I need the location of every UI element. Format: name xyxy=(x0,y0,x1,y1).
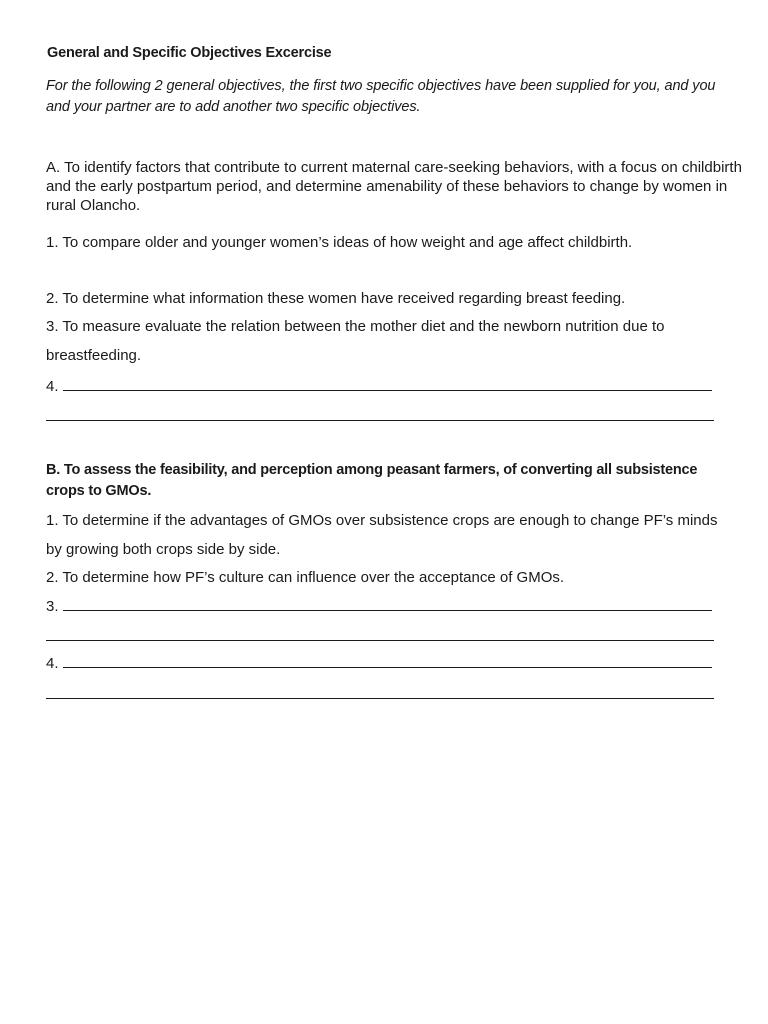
blank-answer-b4 xyxy=(46,653,716,674)
blank-b4-label: 4. xyxy=(46,655,59,672)
blank-a4-rule xyxy=(63,376,712,391)
blank-b3-rule-2 xyxy=(46,626,714,641)
blank-b4-rule xyxy=(63,653,712,668)
specific-objective-a2: 2. To determine what information these women have received regarding breast feeding. xyxy=(46,290,626,307)
general-objective-a: A. To identify factors that contribute to current maternal care-seeking behaviors, with a focus on childbirth and the early postpartum period, and determine amenability of these behaviors to change by women in rural Olancho. xyxy=(46,159,742,214)
specific-objective-a3: 3. To measure evaluate the relation between the mother diet and the newborn nutrition due to breastfeeding. xyxy=(46,318,665,364)
specific-objective-a1: 1. To compare older and younger women’s ideas of how weight and age affect childbirth. xyxy=(46,234,633,251)
blank-answer-b3-continued xyxy=(46,626,716,647)
specific-objective-b1: 1. To determine if the advantages of GMOs over subsistence crops are enough to change PF’s minds by growing both crops side by side. xyxy=(46,512,718,558)
blank-answer-b3 xyxy=(46,596,716,617)
blank-answer-b4-continued xyxy=(46,684,716,705)
blank-answer-a4-continued xyxy=(46,406,716,427)
blank-a4-label: 4. xyxy=(46,378,59,395)
specific-objective-b2: 2. To determine how PF’s culture can influence over the acceptance of GMOs. xyxy=(46,569,565,586)
blank-b4-rule-2 xyxy=(46,684,714,699)
general-objective-b: B. To assess the feasibility, and perception among peasant farmers, of converting all subsistence crops to GMOs. xyxy=(46,462,698,499)
blank-b3-rule xyxy=(63,596,712,611)
document-title: General and Specific Objectives Excercise xyxy=(47,45,332,61)
blank-a4-rule-2 xyxy=(46,406,714,421)
blank-answer-a4 xyxy=(46,376,716,397)
instructions-text: For the following 2 general objectives, the first two specific objectives have been supplied for you, and you and your partner are to add another two specific objectives. xyxy=(46,78,716,115)
blank-b3-label: 3. xyxy=(46,598,59,615)
